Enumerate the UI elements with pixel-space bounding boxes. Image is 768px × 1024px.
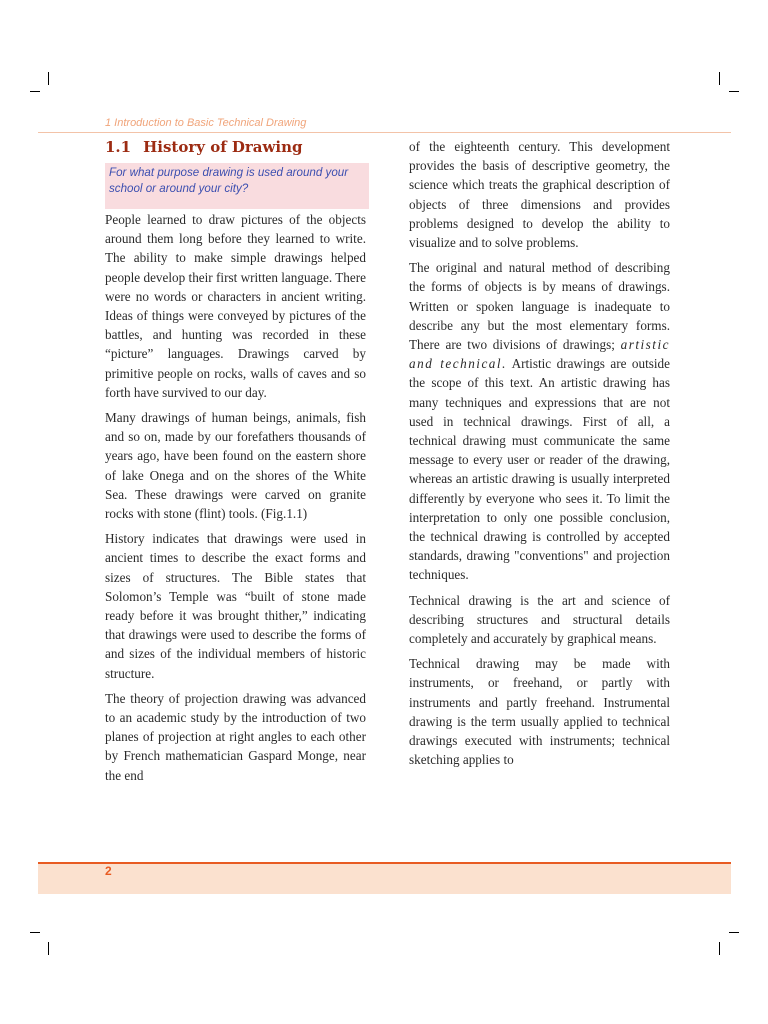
paragraph: of the eighteenth century. This development provides the basis of descriptive geometry, the science which treats the graphical description of objects of three dimensions and provides problems designed to develop the ability to visualize and to solve problems. xyxy=(409,139,670,251)
crop-mark xyxy=(30,932,40,933)
crop-mark xyxy=(30,91,40,92)
section-title-text: History of Drawing xyxy=(143,138,303,156)
running-head: 1 Introduction to Basic Technical Drawing xyxy=(105,117,307,129)
right-column xyxy=(409,137,670,776)
crop-mark xyxy=(729,91,739,92)
paragraph: People learned to draw pictures of the objects around them long before they learned to write. The ability to make simple drawings helped people develop their first written language. There were no words or characters in ancient writing. Ideas of things were conveyed by pictures of the battles, and hunting was recorded in these “picture” languages. Drawings carved by primitive people on rocks, walls of caves and so forth have survived to our day. xyxy=(105,212,366,400)
paragraph xyxy=(409,258,670,584)
page-number: 2 xyxy=(105,864,112,878)
crop-mark xyxy=(48,942,49,955)
footer-band xyxy=(38,864,731,894)
left-column xyxy=(105,210,366,791)
crop-mark xyxy=(729,932,739,933)
question-box: For what purpose drawing is used around your school or around your city? xyxy=(105,163,369,209)
crop-mark xyxy=(719,72,720,85)
conjunction: and xyxy=(409,356,441,372)
paragraph: History indicates that drawings were used in ancient times to describe the exact forms and sizes of structures. The Bible states that Solomon’s Temple was “built of stone made ready before it was brought thither,” indicating that drawings were used to describe the forms of and sizes of the individual members of historic structure. xyxy=(105,531,366,681)
term-artistic: artistic xyxy=(620,337,670,353)
paragraph: Many drawings of human beings, animals, fish and so on, made by our forefathers thousands of years ago, have been found on the eastern shore of lake Onega and on the shores of the White Sea. These drawings were carved on granite rocks with stone (flint) tools. (Fig.1.1) xyxy=(105,410,366,522)
crop-mark xyxy=(719,942,720,955)
paragraph: The theory of projection drawing was advanced to an academic study by the introduction of two planes of projection at right angles to each other by French mathematician Gaspard Monge, near the end xyxy=(105,690,366,783)
paragraph-text: The original and natural method of describing the forms of objects is by means of drawings. Written or spoken language is inadequate to describe any but the most elementary forms. There are two divisions of drawings; xyxy=(409,260,670,353)
term-technical: technical. xyxy=(440,356,507,372)
crop-mark xyxy=(48,72,49,85)
paragraph: Technical drawing is the art and science of describing structures and structural details completely and accurately by graphical means. xyxy=(409,592,670,647)
paragraph: Technical drawing may be made with instruments, or freehand, or partly with instruments and partly freehand. Instrumental drawing is the term usually applied to technical drawings executed with instruments; technical sketching applies to xyxy=(409,656,670,768)
header-rule xyxy=(38,132,731,133)
section-number: 1.1 xyxy=(105,138,132,156)
paragraph-text: Artistic drawings are outside the scope of this text. An artistic drawing has many techniques and expressions that are not used in technical drawings. First of all, a technical drawing must communicate the same message to every user or reader of the drawing, whereas an artistic drawing is usually interpreted differently by everyone who sees it. To limit the interpretation to only one possible conclusion, the technical drawing is controlled by accepted standards, drawing "conventions" and projection techniques. xyxy=(409,356,671,583)
section-title xyxy=(105,138,303,156)
